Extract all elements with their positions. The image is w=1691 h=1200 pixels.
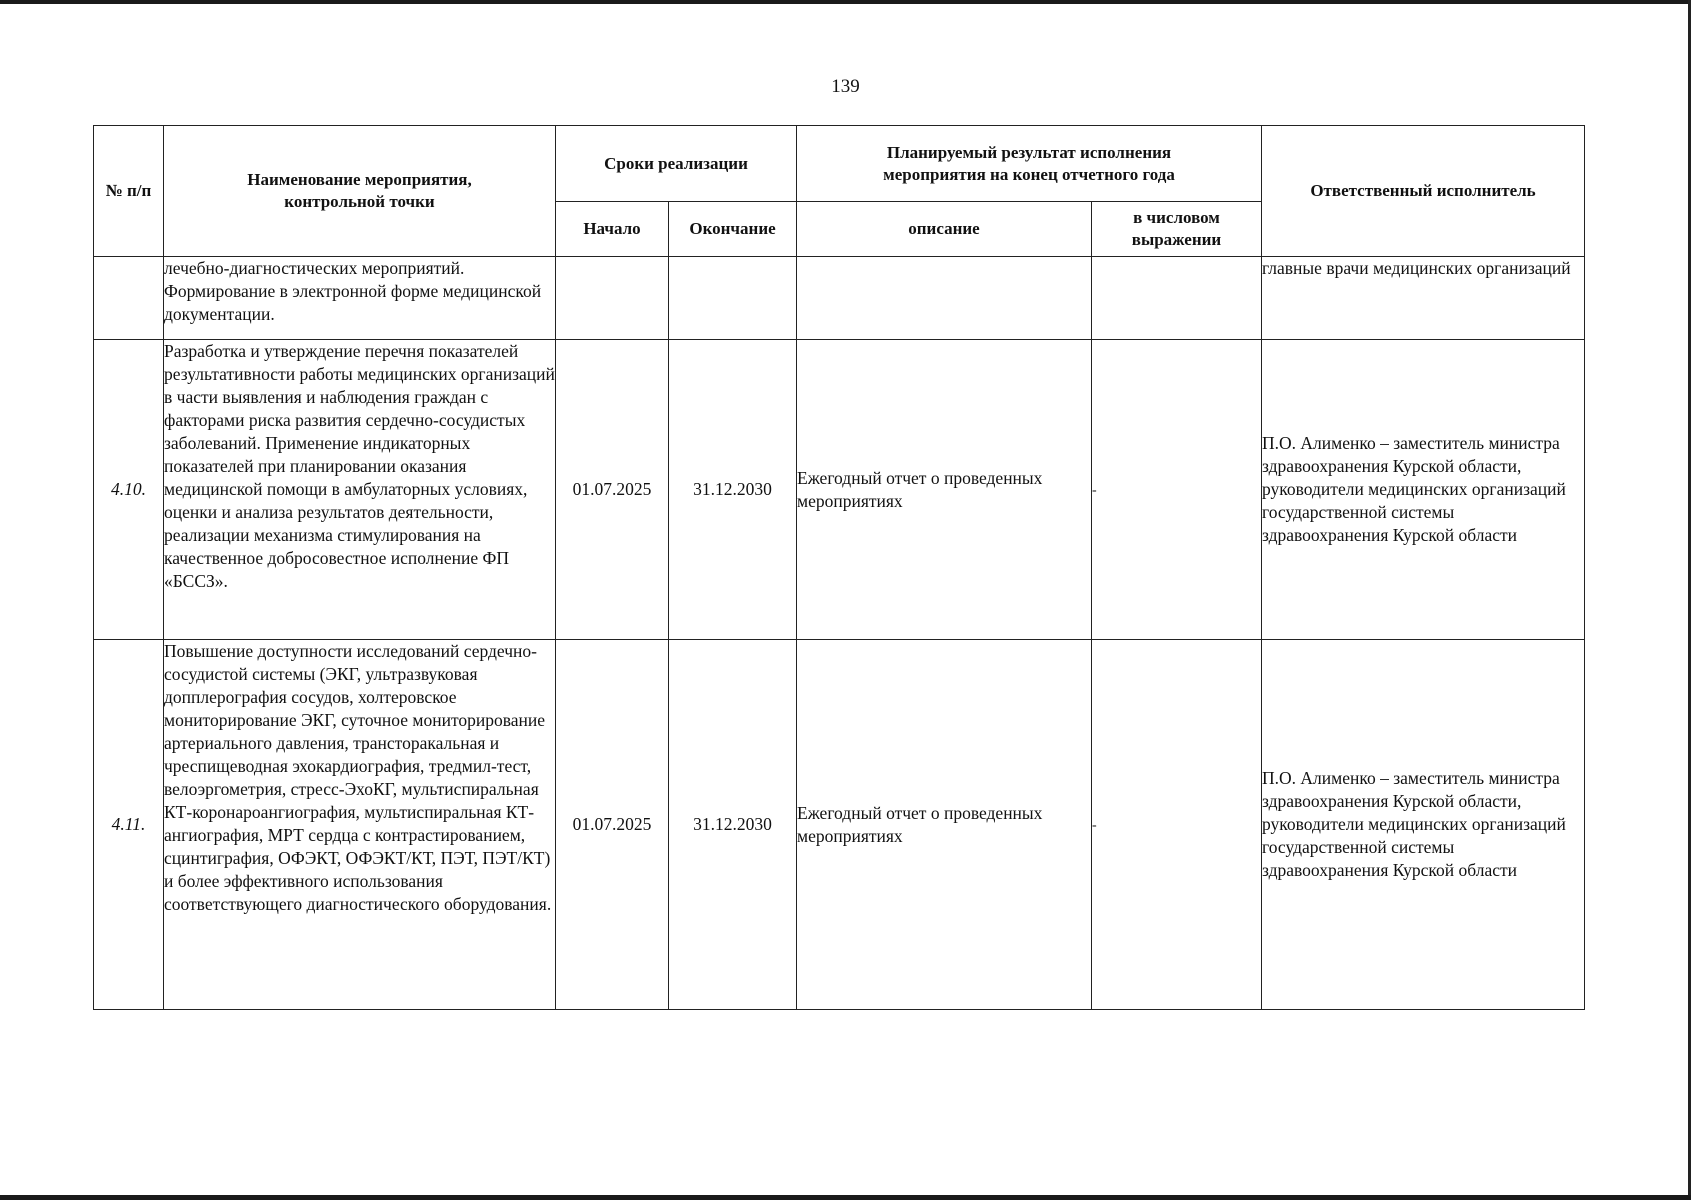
table-row [94,257,1585,340]
header-result-value [1092,202,1262,257]
row-description: Ежегодный отчет о проведенных мероприятиях [797,640,1092,1010]
header-start-label: Начало [583,219,641,238]
row-value-text: - [1092,818,1097,833]
activities-table [93,125,1585,1010]
table-row [94,640,1585,1010]
header-result-desc-label: описание [908,219,980,238]
header-result-desc [797,202,1092,257]
row-responsible: П.О. Алименко – заместитель министра здравоохранения Курской области, руководители медицинских организаций государственной системы здравоохранения Курской области [1262,640,1585,1010]
row-num: 4.10. [94,340,164,640]
header-name [164,126,556,257]
row-num [94,257,164,340]
header-name-label: Наименование мероприятия, контрольной точки [247,170,472,211]
row-start [556,257,669,340]
header-num [94,126,164,257]
row-end [669,257,797,340]
header-end [669,202,797,257]
header-terms [556,126,797,202]
page-number: 139 [831,76,860,97]
row-value-text: - [1092,483,1097,498]
row-description [797,257,1092,340]
header-result-value-label: в числовом выражении [1131,208,1222,249]
row-name: лечебно-диагностических мероприятий. Формирование в электронной форме медицинской документации. [164,257,556,340]
row-value [1092,340,1262,640]
scan-edge-top [0,0,1691,4]
header-result [797,126,1262,202]
header-start [556,202,669,257]
header-end-label: Окончание [689,219,776,238]
header-responsible-label: Ответственный исполнитель [1310,181,1536,200]
row-end: 31.12.2030 [669,340,797,640]
header-num-label: № п/п [105,181,152,200]
row-name: Повышение доступности исследований сердечно-сосудистой системы (ЭКГ, ультразвуковая допплерография сосудов, холтеровское мониторирование ЭКГ, суточное мониторирование артериального давления, трансторакальная и чреспищеводная эхокардиография, тредмил-тест, велоэргометрия, стресс-ЭхоКГ, мультиспиральная КТ-коронароангиография, мультиспиральная КТ-ангиография, МРТ сердца с контрастированием, сцинтиграфия, ОФЭКТ, ОФЭКТ/КТ, ПЭТ, ПЭТ/КТ) и более эффективного использования соответствующего диагностического оборудования. [164,640,556,1010]
row-end: 31.12.2030 [669,640,797,1010]
table-header [94,126,1585,257]
header-terms-label: Сроки реализации [604,153,748,173]
row-start: 01.07.2025 [556,640,669,1010]
row-responsible: П.О. Алименко – заместитель министра здравоохранения Курской области, руководители медицинских организаций государственной системы здравоохранения Курской области [1262,340,1585,640]
row-name: Разработка и утверждение перечня показателей результативности работы медицинских организаций в части выявления и наблюдения граждан с факторами риска развития сердечно-сосудистых заболеваний. Применение индикаторных показателей при планировании оказания медицинской помощи в амбулаторных условиях, оценки и анализа результатов деятельности, реализации механизма стимулирования на качественное добросовестное исполнение ФП «БССЗ». [164,340,556,640]
header-responsible [1262,126,1585,257]
row-description: Ежегодный отчет о проведенных мероприятиях [797,340,1092,640]
scan-edge-bottom [0,1195,1691,1200]
row-responsible: главные врачи медицинских организаций [1262,257,1585,340]
row-value [1092,257,1262,340]
header-result-label: Планируемый результат исполнения мероприятия на конец отчетного года [883,142,1175,184]
row-num: 4.11. [94,640,164,1010]
row-value [1092,640,1262,1010]
table-row [94,340,1585,640]
row-start: 01.07.2025 [556,340,669,640]
